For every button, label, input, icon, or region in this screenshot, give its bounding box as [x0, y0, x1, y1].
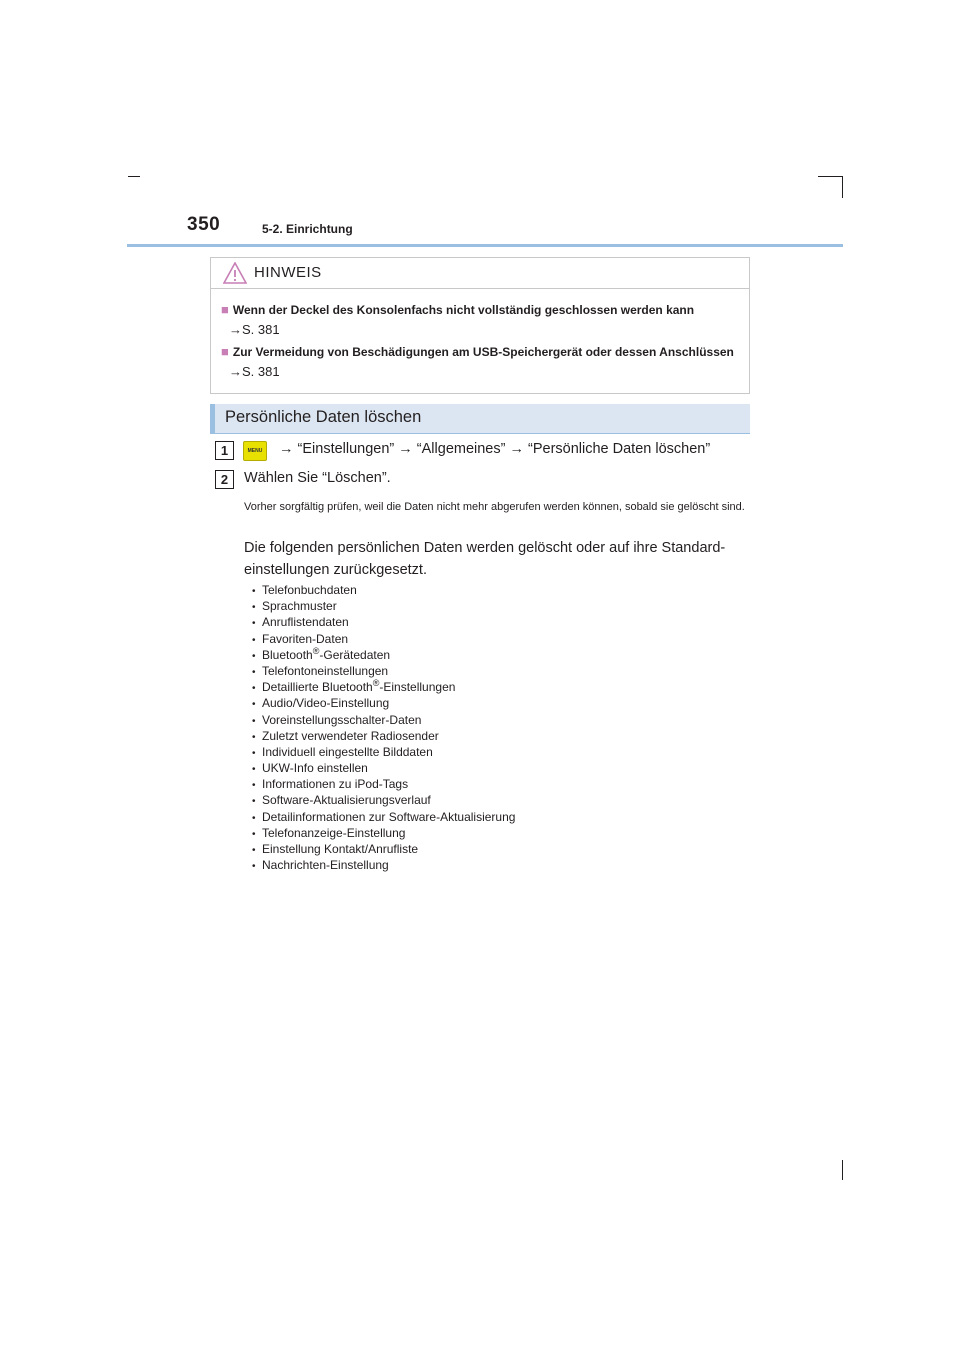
section-accent: [210, 404, 215, 433]
list-item: • Informationen zu iPod-Tags: [252, 776, 515, 792]
list-item: • Software-Aktualisierungsverlauf: [252, 792, 515, 808]
notice-item-heading: ■ Wenn der Deckel des Konsolenfachs nicht vollständig geschlossen werden kann: [221, 302, 695, 317]
list-item: • Zuletzt verwendeter Radiosender: [252, 728, 515, 744]
list-item: • Voreinstellungsschalter-Daten: [252, 712, 515, 728]
section-title: Persönliche Daten löschen: [225, 408, 422, 426]
list-item: • Detailinformationen zur Software-Aktualisierung: [252, 809, 515, 825]
list-item: • Telefontoneinstellungen: [252, 663, 515, 679]
list-item: • Individuell eingestellte Bilddaten: [252, 744, 515, 760]
menu-button-icon: MENU: [243, 441, 267, 461]
list-item: • Audio/Video-Einstellung: [252, 695, 515, 711]
page-number: 350: [187, 214, 221, 235]
note-text: Vorher sorgfältig prüfen, weil die Daten nicht mehr abgerufen werden können, sobald sie gelöscht sind.: [244, 501, 745, 513]
notice-box: [210, 257, 750, 394]
step-text: Wählen Sie “Löschen”.: [244, 470, 391, 486]
square-bullet-icon: ■: [221, 302, 229, 317]
crop-mark: [842, 176, 843, 198]
notice-item-ref[interactable]: →S. 381: [229, 364, 280, 379]
warning-icon: [223, 262, 247, 284]
crop-mark: [818, 176, 843, 177]
list-item: • Nachrichten-Einstellung: [252, 857, 515, 873]
list-item: • Telefonbuchdaten: [252, 582, 515, 598]
step-text: → “Einstellungen” → “Allgemeines” → “Persönliche Daten löschen”: [279, 441, 711, 457]
list-item: • Telefonanzeige-Einstellung: [252, 825, 515, 841]
paragraph: Die folgenden persönlichen Daten werden gelöscht oder auf ihre Standard-einstellungen zurückgesetzt.: [244, 540, 726, 578]
section-label: 5-2. Einrichtung: [262, 222, 353, 236]
list-item: • UKW-Info einstellen: [252, 760, 515, 776]
notice-title: HINWEIS: [254, 264, 322, 281]
header-rule: [127, 244, 843, 247]
data-list: [252, 582, 515, 873]
notice-item-ref[interactable]: →S. 381: [229, 322, 280, 337]
crop-mark: [842, 1160, 843, 1180]
crop-mark: [128, 176, 140, 177]
square-bullet-icon: ■: [221, 344, 229, 359]
step-number: 1: [215, 441, 234, 460]
list-item: • Favoriten-Daten: [252, 631, 515, 647]
list-item: • Bluetooth®-Gerätedaten: [252, 647, 515, 663]
step-number: 2: [215, 470, 234, 489]
notice-item-heading: ■ Zur Vermeidung von Beschädigungen am USB-Speichergerät oder dessen Anschlüssen: [221, 344, 734, 359]
list-item: • Detaillierte Bluetooth®-Einstellungen: [252, 679, 515, 695]
section-header: [210, 404, 750, 434]
list-item: • Sprachmuster: [252, 598, 515, 614]
notice-header: [211, 258, 749, 289]
list-item: • Einstellung Kontakt/Anrufliste: [252, 841, 515, 857]
list-item: • Anruflistendaten: [252, 614, 515, 630]
